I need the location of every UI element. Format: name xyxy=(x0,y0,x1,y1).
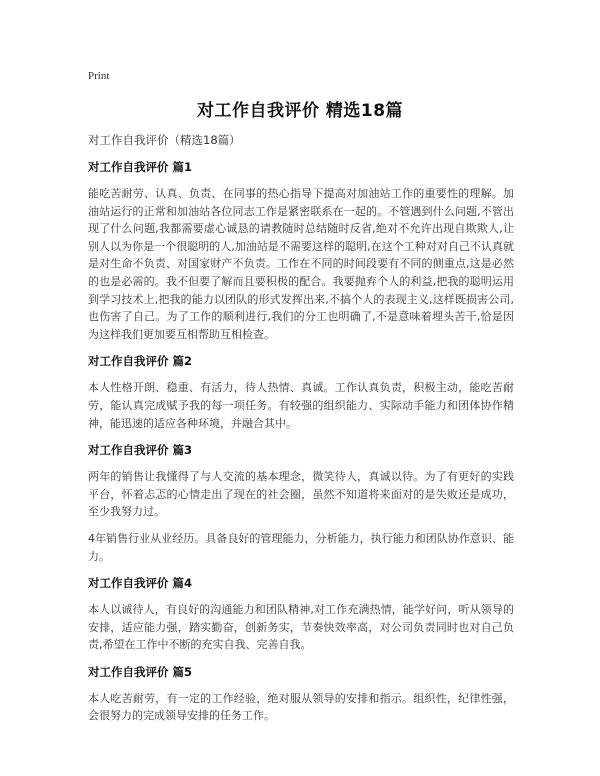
section-heading: 对工作自我评价 篇3 xyxy=(88,443,193,458)
section-heading: 对工作自我评价 篇1 xyxy=(88,160,193,174)
section-paragraph: 本人吃苦耐劳，有一定的工作经验，绝对服从领导的安排和指示。组织性，纪律性强，会很努力的完成领导安排的任务工作。 xyxy=(88,691,514,723)
print-link[interactable]: Print xyxy=(88,70,110,82)
page-title: 对工作自我评价 精选18篇 xyxy=(196,101,404,121)
section-1 xyxy=(88,158,514,343)
section-paragraph: 本人以诚待人，有良好的沟通能力和团队精神,对工作充满热情，能学好问，听从领导的安排，适应能力强，踏实勤奋，创新务实，节奏快效率高，对公司负责同时也对自己负责,希望在工作中不断的充实自我、完善自我。 xyxy=(88,603,514,652)
section-heading: 对工作自我评价 篇4 xyxy=(88,576,193,591)
section-3 xyxy=(88,441,514,565)
section-heading: 对工作自我评价 篇5 xyxy=(88,664,193,679)
article-subtitle: 对工作自我评价（精选18篇） xyxy=(88,133,241,147)
section-heading: 对工作自我评价 篇2 xyxy=(88,354,193,369)
article-body xyxy=(88,131,514,734)
section-5 xyxy=(88,663,514,725)
section-2 xyxy=(88,352,514,432)
section-paragraph: 4年销售行业从业经历。具备良好的管理能力，分析能力，执行能力和团队协作意识、能力。 xyxy=(88,531,514,563)
section-paragraph: 两年的销售让我懂得了与人交流的基本理念，微笑待人，真诚以待。为了有更好的实践平台，怀着忐忑的心情走出了现在的社会圈，虽然不知道将来面对的是失败还是成功，至少我努力过。 xyxy=(88,470,514,519)
section-paragraph: 能吃苦耐劳、认真、负责、在同事的热心指导下提高对加油站工作的重要性的理解。加油站运行的正常和加油站各位同志工作是紧密联系在一起的。不管遇到什么问题,不管出现了什么问题,我都需要虚心诚恳的请教随时总结随时反省,绝对不允许出现自欺欺人,让别人以为你是一个很聪明的人,加油站是不需要这样的聪明,在这个工种对对自己不认真就是对生命不负责、对国家财产不负责。工作在不同的时间段要有不同的侧重点,这是必然的也是必需的。我不但要了解而且要积极的配合。我要抛弃个人的利益,把我的聪明运用到学习技术上,把我的能力以团队的形式发挥出来,不搞个人的表现主义,这样既损害公司,也伤害了自己。为了工作的顺利进行,我们的分工也明确了,不是意味着埋头苦干,恰是因为这样我们更加要互相帮助互相检查。 xyxy=(88,187,514,341)
section-paragraph: 本人性格开朗、稳重、有活力，待人热情、真诚。工作认真负责，积极主动，能吃苦耐劳，能认真完成赋予我的每一项任务。有较强的组织能力、实际动手能力和团体协作精神，能迅速的适应各种环境，并融合其中。 xyxy=(88,381,514,430)
section-4 xyxy=(88,574,514,654)
